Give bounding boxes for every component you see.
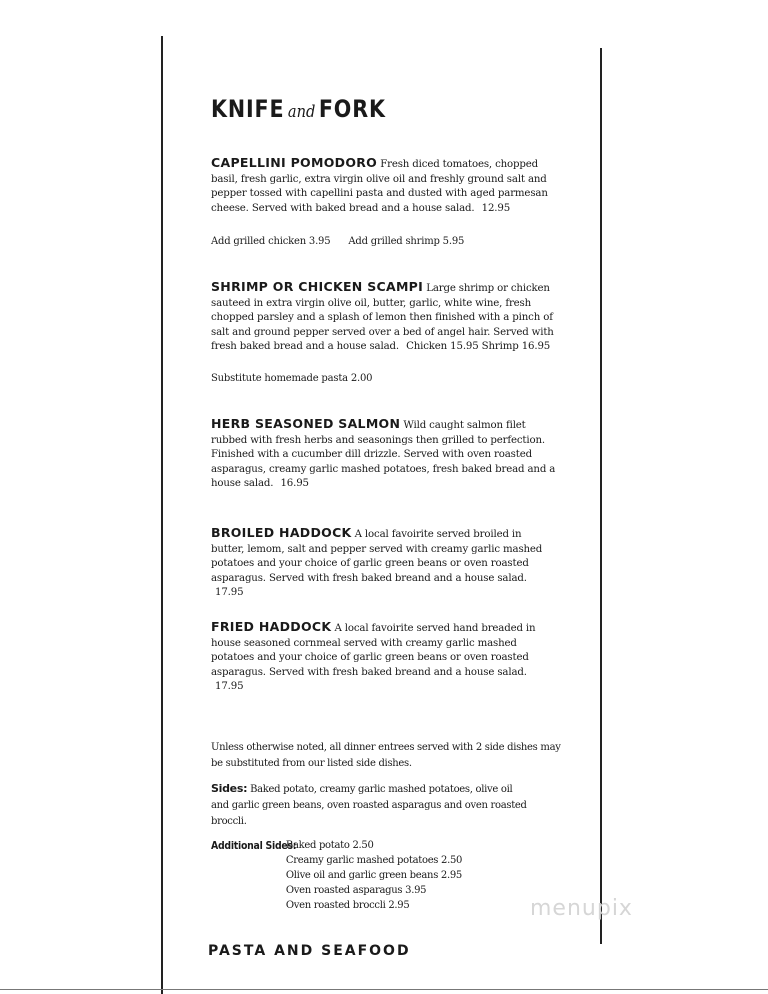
additional-sides-section — [211, 838, 462, 913]
menu-item-price: 17.95 — [215, 587, 244, 599]
additional-sides-label: Additional Sides: — [211, 839, 297, 852]
title-word-knife: KNIFE — [211, 95, 285, 123]
menu-item-name: HERB SEASONED SALMON — [211, 416, 401, 431]
menu-item-price: 12.95 — [481, 202, 511, 214]
add-protein-note — [211, 236, 464, 247]
menu-item-price: Chicken 15.95 Shrimp 16.95 — [406, 341, 551, 353]
menu-item-price: 16.95 — [280, 478, 309, 490]
add-shrimp-note: Add grilled shrimp 5.95 — [348, 236, 465, 247]
right-border-line — [600, 48, 602, 944]
menu-item-description: Fresh diced tomatoes, chopped basil, fresh garlic, extra virgin olive oil and freshly ground salt and pepper tossed with capellini pasta and dusted with aged parmesan cheese. Served with baked bread and a house salad. — [211, 159, 548, 214]
menu-item-description: Large shrimp or chicken sauteed in extra virgin olive oil, butter, garlic, white wine, fresh chopped parsley and a splash of lemon then finished with a pinch of salt and ground pepper served over a bed of angel hair. Served with fresh baked bread and a house salad. — [211, 283, 554, 353]
left-border-line — [161, 36, 163, 994]
additional-sides-list — [286, 838, 462, 913]
menu-item-description: A local favoirite served broiled in butter, lemom, salt and pepper served with creamy garlic mashed potatoes and your choice of garlic green beans or oven roasted asparagus. Served with fresh baked breand and a house salad. — [211, 529, 543, 584]
menu-item-name: CAPELLINI POMODORO — [211, 155, 378, 170]
menu-item-name: FRIED HADDOCK — [211, 619, 332, 634]
menu-item-fried-haddock — [211, 620, 556, 695]
menu-item-capellini-pomodoro — [211, 156, 556, 216]
section-footer-heading: PASTA AND SEAFOOD — [208, 943, 411, 959]
list-item: Oven roasted broccli 2.95 — [285, 900, 410, 911]
menu-item-scampi — [211, 280, 556, 355]
list-item: Olive oil and garlic green beans 2.95 — [285, 870, 462, 881]
title-word-fork: FORK — [318, 95, 386, 123]
menu-item-name: SHRIMP OR CHICKEN SCAMPI — [211, 279, 424, 294]
entree-sides-footnote: Unless otherwise noted, all dinner entrees served with 2 side dishes may be substituted from our listed side dishes. — [211, 742, 561, 769]
sides-section — [211, 781, 531, 830]
menu-item-description: A local favoirite served hand breaded in house seasoned cornmeal served with creamy garlic mashed potatoes and your choice of garlic green beans or oven roasted asparagus. Served with fresh baked breand and a house salad. — [211, 623, 536, 678]
substitute-pasta-note: Substitute homemade pasta 2.00 — [211, 373, 373, 384]
bottom-border-line — [0, 989, 768, 990]
menu-item-herb-salmon — [211, 417, 556, 492]
add-chicken-note: Add grilled chicken 3.95 — [211, 236, 331, 247]
list-item: Baked potato 2.50 — [285, 840, 374, 851]
sides-text: Baked potato, creamy garlic mashed potatoes, olive oil and garlic green beans, oven roasted asparagus and oven roasted broccli. — [211, 784, 527, 827]
menu-item-price: 17.95 — [215, 681, 244, 693]
page-title — [211, 95, 386, 123]
list-item: Creamy garlic mashed potatoes 2.50 — [285, 855, 463, 866]
list-item: Oven roasted asparagus 3.95 — [285, 885, 427, 896]
sides-label: Sides: — [211, 782, 248, 795]
menu-item-name: BROILED HADDOCK — [211, 525, 352, 540]
menupix-watermark: menupix — [530, 896, 633, 921]
menu-item-description: Wild caught salmon filet rubbed with fresh herbs and seasonings then grilled to perfection. Finished with a cucumber dill drizzle. Served with oven roasted asparagus, creamy garlic mashed potatoes, fresh baked bread and a house salad. — [211, 420, 556, 490]
title-word-and: and — [287, 102, 316, 122]
menu-item-broiled-haddock — [211, 526, 556, 601]
